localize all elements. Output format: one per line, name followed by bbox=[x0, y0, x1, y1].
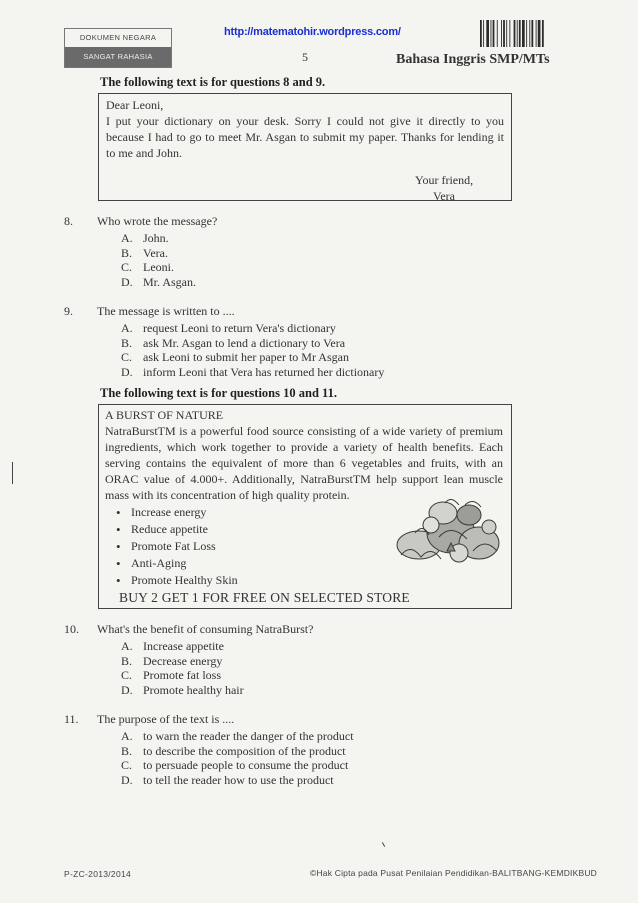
option-letter: A. bbox=[121, 639, 133, 653]
answer-options bbox=[121, 639, 244, 697]
answer-options bbox=[121, 231, 196, 289]
option-text: to tell the reader how to use the product bbox=[143, 772, 334, 787]
option-text: to warn the reader the danger of the product bbox=[143, 729, 354, 743]
page-number: 5 bbox=[302, 50, 308, 64]
option-letter: D. bbox=[121, 682, 133, 697]
option-text: Leoni. bbox=[143, 260, 174, 275]
message-signoff bbox=[415, 172, 485, 204]
benefit-item: • Anti-Aging bbox=[105, 555, 505, 572]
copyright-notice: ©Hak Cipta pada Pusat Penilaian Pendidikan-BALITBANG-KEMDIKBUD bbox=[310, 868, 598, 878]
stamp-secret-label: SANGAT RAHASIA bbox=[65, 47, 171, 67]
classification-stamp bbox=[64, 28, 172, 68]
option-letter: B. bbox=[121, 335, 133, 350]
question-number: 9. bbox=[64, 304, 73, 318]
option-text: ask Leoni to submit her paper to Mr Asgan bbox=[143, 350, 349, 365]
option-b[interactable] bbox=[121, 654, 244, 669]
option-text: Decrease energy bbox=[143, 653, 223, 668]
answer-options bbox=[121, 729, 354, 787]
option-text: Promote fat loss bbox=[143, 668, 221, 683]
vegetables-fruits-icon bbox=[381, 493, 507, 573]
message-closing: Your friend, bbox=[415, 173, 474, 187]
benefit-item: • Reduce appetite bbox=[105, 521, 505, 538]
message-greeting: Dear Leoni, bbox=[106, 98, 164, 112]
stamp-document-label: DOKUMEN NEGARA bbox=[65, 29, 171, 47]
option-text: to persuade people to consume the product bbox=[143, 758, 349, 773]
option-text: Vera. bbox=[143, 245, 168, 260]
message-body: I put your dictionary on your desk. Sorry I could not give it directly to you because I had to go to meet Mr. Asgan to submit my paper. Thanks for lending it to me and John. bbox=[106, 114, 504, 160]
option-b[interactable] bbox=[121, 336, 384, 351]
message-text-box bbox=[98, 93, 512, 201]
option-letter: A. bbox=[121, 231, 133, 245]
option-b[interactable] bbox=[121, 744, 354, 759]
source-url-link[interactable]: http://matematohir.wordpress.com/ bbox=[224, 26, 401, 38]
message-signature: Vera bbox=[433, 189, 455, 203]
option-c[interactable] bbox=[121, 758, 354, 773]
option-letter: B. bbox=[121, 743, 133, 758]
option-a[interactable] bbox=[121, 321, 384, 336]
option-text: to describe the composition of the product bbox=[143, 743, 346, 758]
ad-title: A BURST OF NATURE bbox=[105, 408, 224, 422]
option-d[interactable] bbox=[121, 365, 384, 380]
option-letter: B. bbox=[121, 245, 133, 260]
option-letter: A. bbox=[121, 729, 133, 743]
benefit-item: • Promote Fat Loss bbox=[105, 538, 505, 555]
benefit-item: • Increase energy bbox=[105, 504, 505, 521]
option-a[interactable] bbox=[121, 639, 244, 654]
option-c[interactable] bbox=[121, 350, 384, 365]
question-stem: The message is written to .... bbox=[97, 304, 235, 318]
option-text: Increase appetite bbox=[143, 639, 224, 653]
option-text: inform Leoni that Vera has returned her dictionary bbox=[143, 364, 385, 379]
option-letter: C. bbox=[121, 668, 133, 683]
option-letter: C. bbox=[121, 350, 133, 365]
advertisement-text-box bbox=[98, 404, 512, 609]
question-number: 11. bbox=[64, 712, 79, 726]
option-c[interactable] bbox=[121, 668, 244, 683]
question-stem: Who wrote the message? bbox=[97, 214, 218, 228]
option-c[interactable] bbox=[121, 260, 196, 275]
option-d[interactable] bbox=[121, 773, 354, 788]
option-letter: B. bbox=[121, 653, 133, 668]
option-text: Mr. Asgan. bbox=[143, 274, 197, 289]
question-stem: The purpose of the text is .... bbox=[97, 712, 235, 726]
scan-mark bbox=[382, 842, 385, 847]
option-letter: D. bbox=[121, 274, 133, 289]
option-text: Promote healthy hair bbox=[143, 682, 244, 697]
ad-body: NatraBurstTM is a powerful food source consisting of a wide variety of premium ingredients, which work together to provide a variety of health benefits. Each serving contains the equivalent of more than 6 vegetables and fruits, with an ORAC value of 4.000+. Additionally, NatraBurstTM help support lean muscle mass with its concentration of high quality protein. bbox=[105, 424, 503, 502]
option-b[interactable] bbox=[121, 246, 196, 261]
option-d[interactable] bbox=[121, 275, 196, 290]
section-intro-q10-11: The following text is for questions 10 and 11. bbox=[100, 386, 337, 400]
question-number: 10. bbox=[64, 622, 79, 636]
barcode-icon bbox=[479, 20, 583, 47]
question-number: 8. bbox=[64, 214, 73, 228]
option-letter: C. bbox=[121, 260, 133, 275]
question-stem: What's the benefit of consuming NatraBurst? bbox=[97, 622, 314, 636]
option-text: request Leoni to return Vera's dictionary bbox=[143, 321, 336, 335]
option-a[interactable] bbox=[121, 231, 196, 246]
option-letter: C. bbox=[121, 758, 133, 773]
option-letter: D. bbox=[121, 772, 133, 787]
answer-options bbox=[121, 321, 384, 379]
scan-mark bbox=[12, 462, 13, 484]
option-a[interactable] bbox=[121, 729, 354, 744]
option-d[interactable] bbox=[121, 683, 244, 698]
option-letter: A. bbox=[121, 321, 133, 335]
subject-title: Bahasa Inggris SMP/MTs bbox=[396, 52, 550, 67]
option-text: John. bbox=[143, 231, 169, 245]
section-intro-q8-9: The following text is for questions 8 and 9. bbox=[100, 75, 326, 89]
option-letter: D. bbox=[121, 364, 133, 379]
benefit-item: • Promote Healthy Skin bbox=[105, 572, 505, 589]
promo-banner: BUY 2 GET 1 FOR FREE ON SELECTED STORE bbox=[119, 590, 410, 605]
document-code: P-ZC-2013/2014 bbox=[64, 869, 132, 879]
option-text: ask Mr. Asgan to lend a dictionary to Vera bbox=[143, 335, 346, 350]
